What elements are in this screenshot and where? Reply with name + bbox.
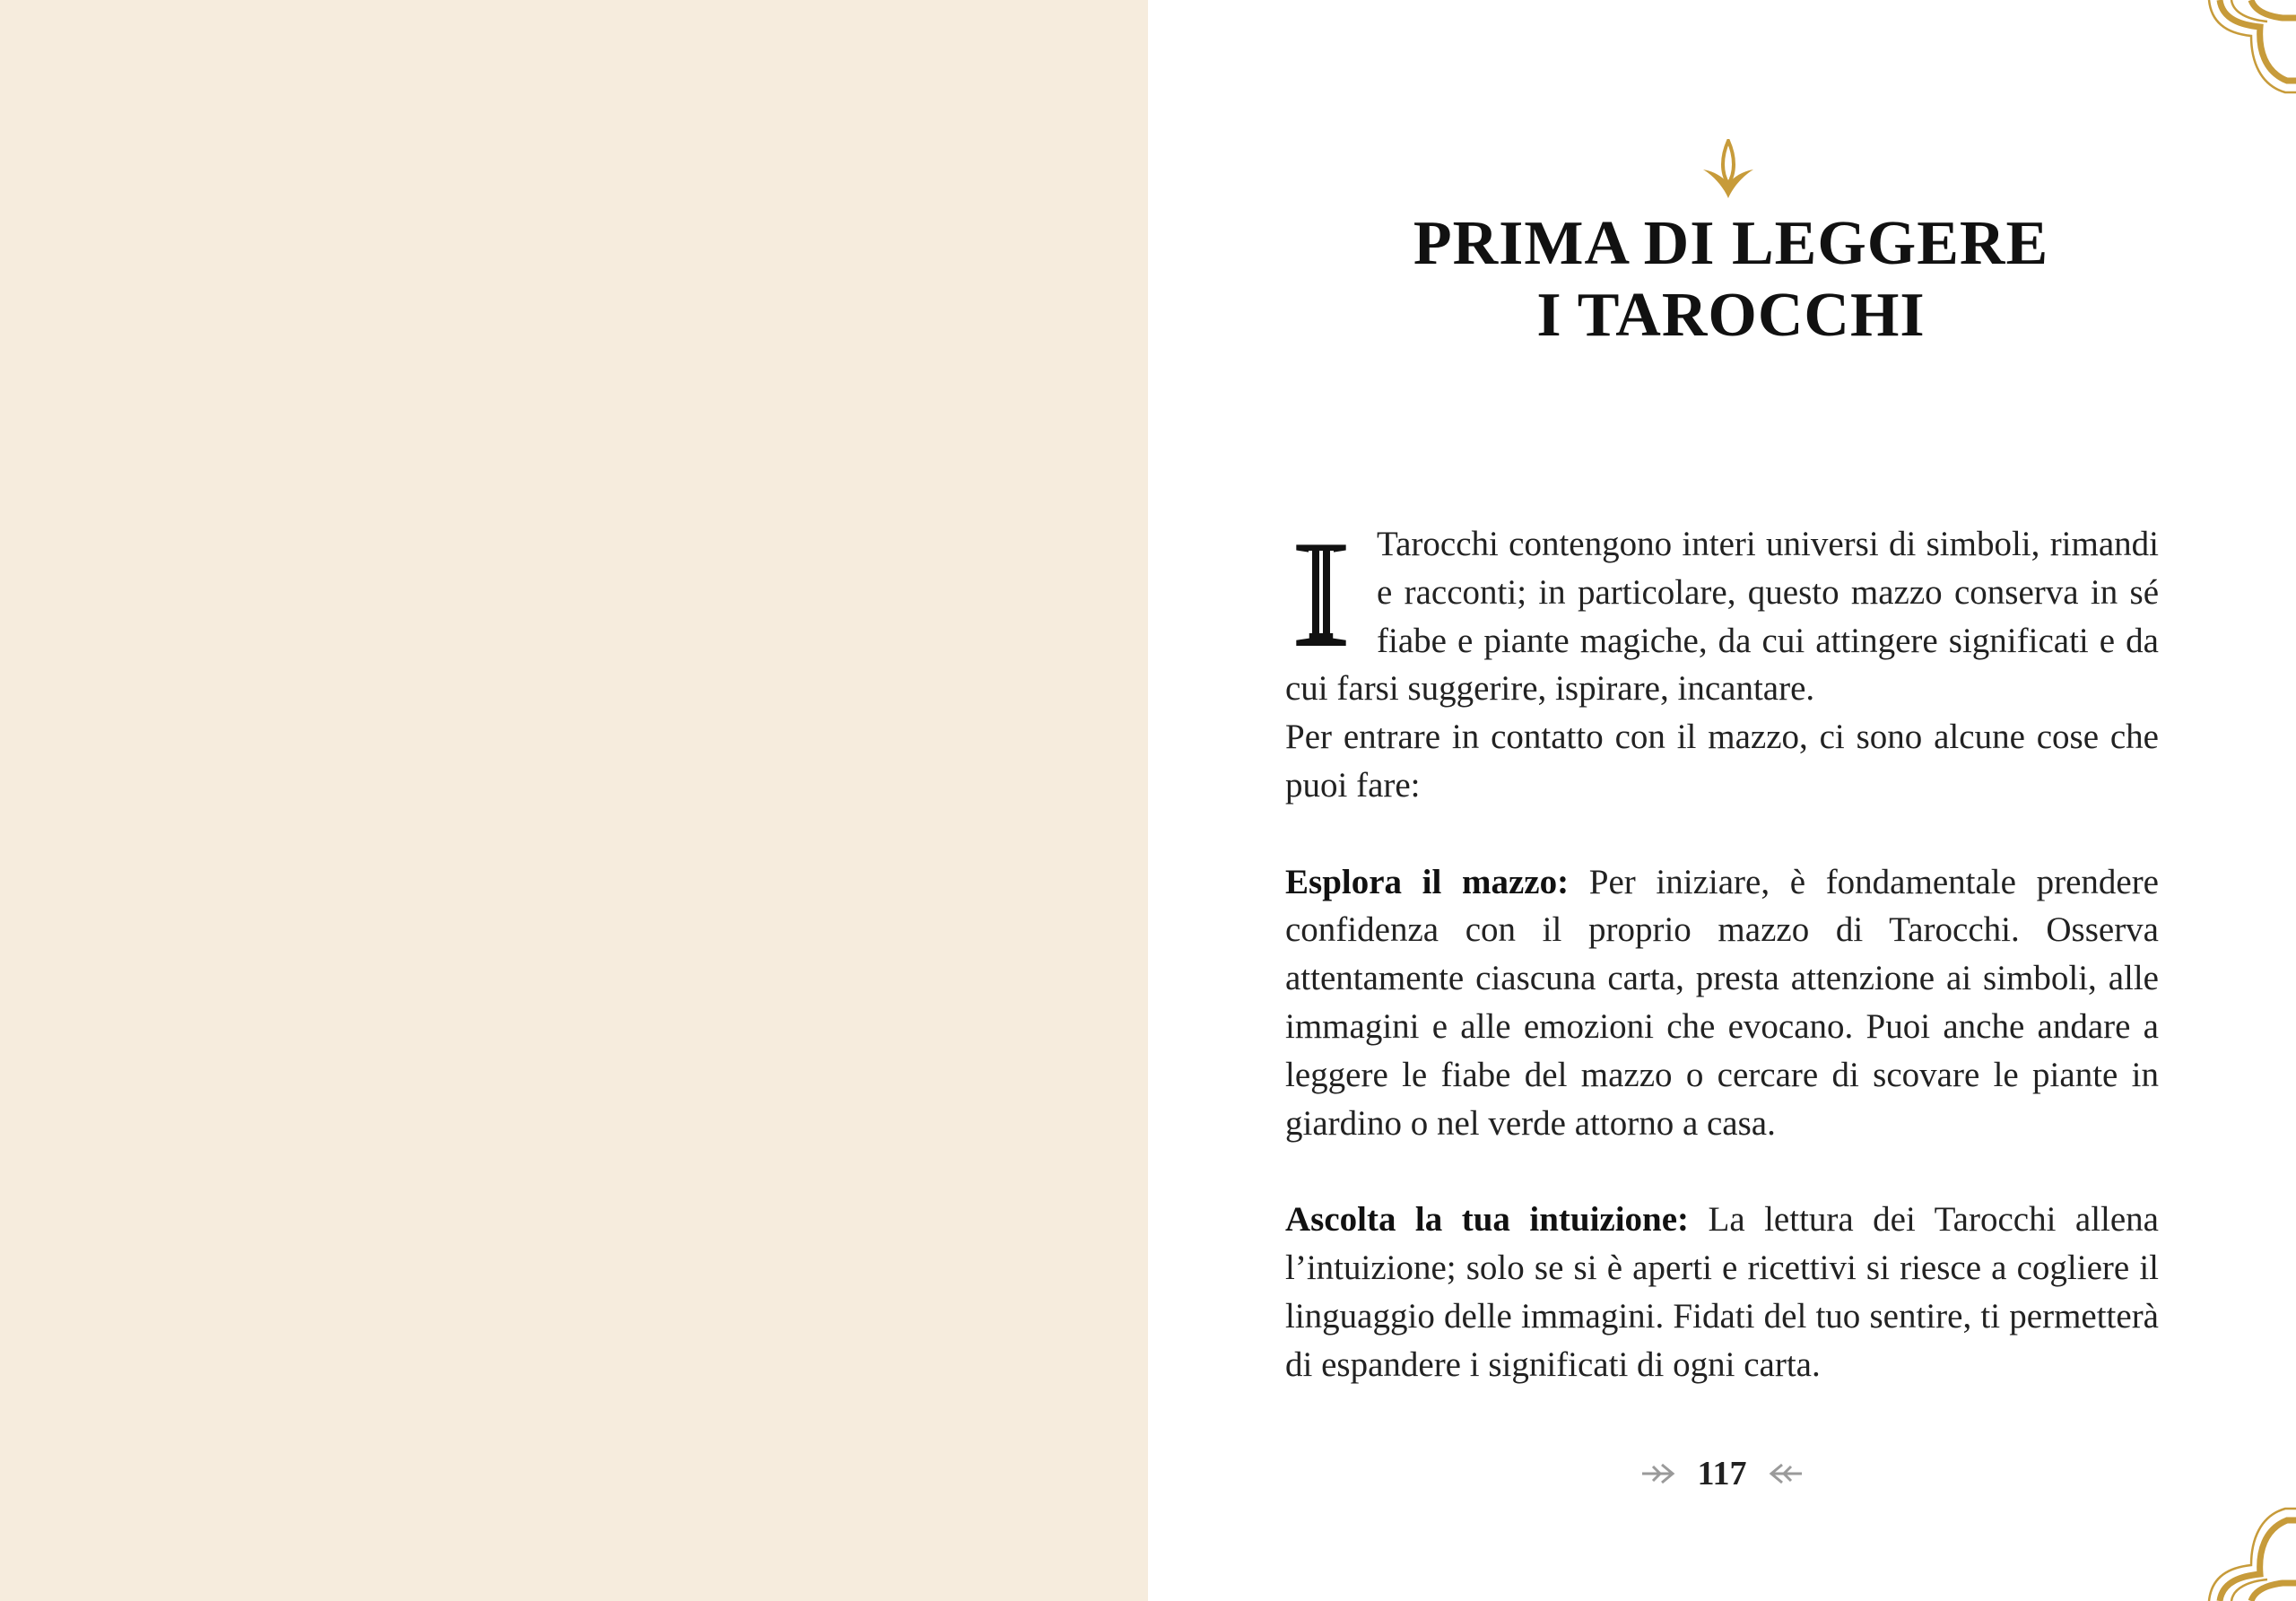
arrow-left-ornament-icon — [1768, 1460, 1805, 1487]
leaf-ornament-icon — [1701, 139, 1755, 198]
paragraph-spacer — [1285, 810, 2159, 858]
page-title — [1283, 208, 2179, 352]
section-term: Esplora il mazzo: — [1285, 862, 1570, 901]
corner-ornament-bottom-icon — [2117, 1422, 2296, 1601]
corner-ornament-top-icon — [2117, 0, 2296, 179]
section-text: Per iniziare, è fondamentale prendere confidenza con il proprio mazzo di Tarocchi. Osserva attentamente ciascuna carta, presta attenzione ai simboli, alle immagini e alle emozioni che evocano. Puoi anche andare a leggere le fiabe del mazzo o cercare di scovare le piante in giardino o nel verde attorno a casa. — [1285, 862, 2159, 1143]
paragraph-spacer — [1285, 1147, 2159, 1196]
title-line-2: I TAROCCHI — [1536, 281, 1926, 350]
arrow-right-ornament-icon — [1639, 1460, 1676, 1487]
title-line-1: PRIMA DI LEGGERE — [1413, 209, 2049, 278]
intro-text: Tarocchi contengono interi universi di simboli, rimandi e racconti; in particolare, questo mazzo conserva in sé fiabe e piante magiche, da cui attingere significati e da cui farsi suggerire, ispirare, incantare. — [1285, 525, 2159, 709]
svg-text:I: I — [1291, 527, 1352, 657]
intro-paragraph-2: Per entrare in contatto con il mazzo, ci sono alcune cose che puoi fare: — [1285, 718, 2159, 805]
page-number: 117 — [1697, 1455, 1747, 1493]
intro-paragraph — [1285, 520, 2159, 713]
right-page — [1148, 0, 2296, 1601]
section-ascolta — [1285, 1196, 2159, 1388]
section-term: Ascolta la tua intuizione: — [1285, 1200, 1690, 1240]
body-text — [1285, 520, 2159, 1388]
section-esplora — [1285, 858, 2159, 1148]
page-footer — [1148, 1451, 2296, 1493]
section-text: La lettura dei Tarocchi allena l’intuizione; solo se si è aperti e ricettivi si riesce a cogliere il linguaggio delle immagini. Fidati del tuo sentire, ti permetterà di espandere i significati di ogni carta. — [1285, 1200, 2159, 1384]
drop-cap — [1285, 527, 1357, 657]
